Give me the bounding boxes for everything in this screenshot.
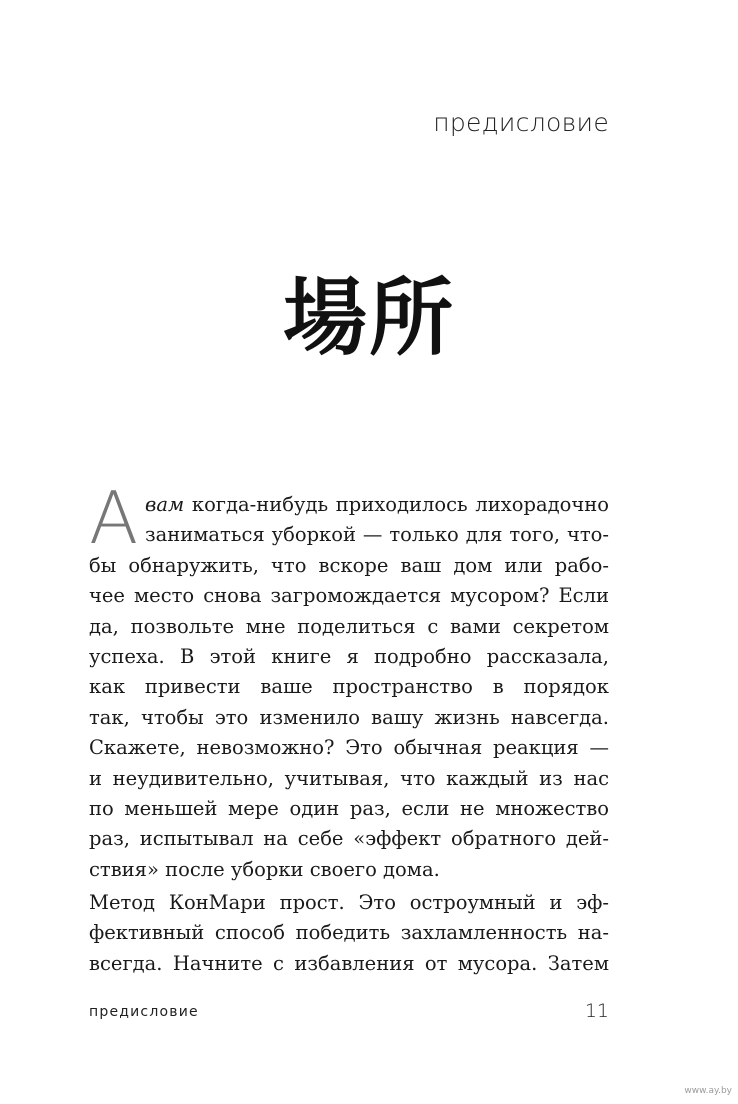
- text-line: как привести ваше пространство в порядок: [89, 675, 609, 699]
- text-line: фективный способ победить захламленность на-: [89, 921, 609, 945]
- paragraph-1: [89, 476, 609, 885]
- drop-cap: А: [89, 476, 139, 560]
- text-line: Скажете, невозможно? Это обычная реакция —: [89, 736, 609, 760]
- italic-word: вам: [145, 493, 185, 516]
- text-line: [89, 490, 609, 520]
- text-line: так, чтобы это изменило вашу жизнь навсегда.: [89, 705, 609, 729]
- text-line: чее место снова загромождается мусором? Если: [89, 584, 609, 608]
- watermark: www.ay.by: [684, 1086, 732, 1096]
- text-line: бы обнаружить, что вскоре ваш дом или рабо-: [89, 553, 609, 577]
- text-line: всегда. Начните с избавления от мусора. Затем: [89, 951, 609, 975]
- text-line: раз, испытывал на себе «эффект обратного дей-: [89, 827, 609, 851]
- text-line: заниматься уборкой — только для того, что-: [145, 523, 609, 547]
- text-line: успеха. В этой книге я подробно рассказала,: [89, 645, 609, 669]
- kanji-title: 場所: [282, 268, 455, 367]
- running-footer-title: предисловие: [89, 1004, 199, 1020]
- text-line: и неудивительно, учитывая, что каждый из нас: [89, 766, 609, 790]
- page-number: 11: [584, 1000, 609, 1022]
- chapter-heading: предисловие: [433, 108, 609, 137]
- text-line: да, позвольте мне поделиться с вами секретом: [89, 614, 609, 638]
- text-line: Метод КонМари прост. Это остроумный и эф-: [89, 891, 609, 914]
- text-line-rest: когда-нибудь приходилось лихорадочно: [184, 493, 609, 516]
- text-line: ствия» после уборки своего дома.: [89, 857, 440, 881]
- text-line: по меньшей мере один раз, если не множество: [89, 797, 609, 821]
- paragraph-2: [89, 888, 609, 979]
